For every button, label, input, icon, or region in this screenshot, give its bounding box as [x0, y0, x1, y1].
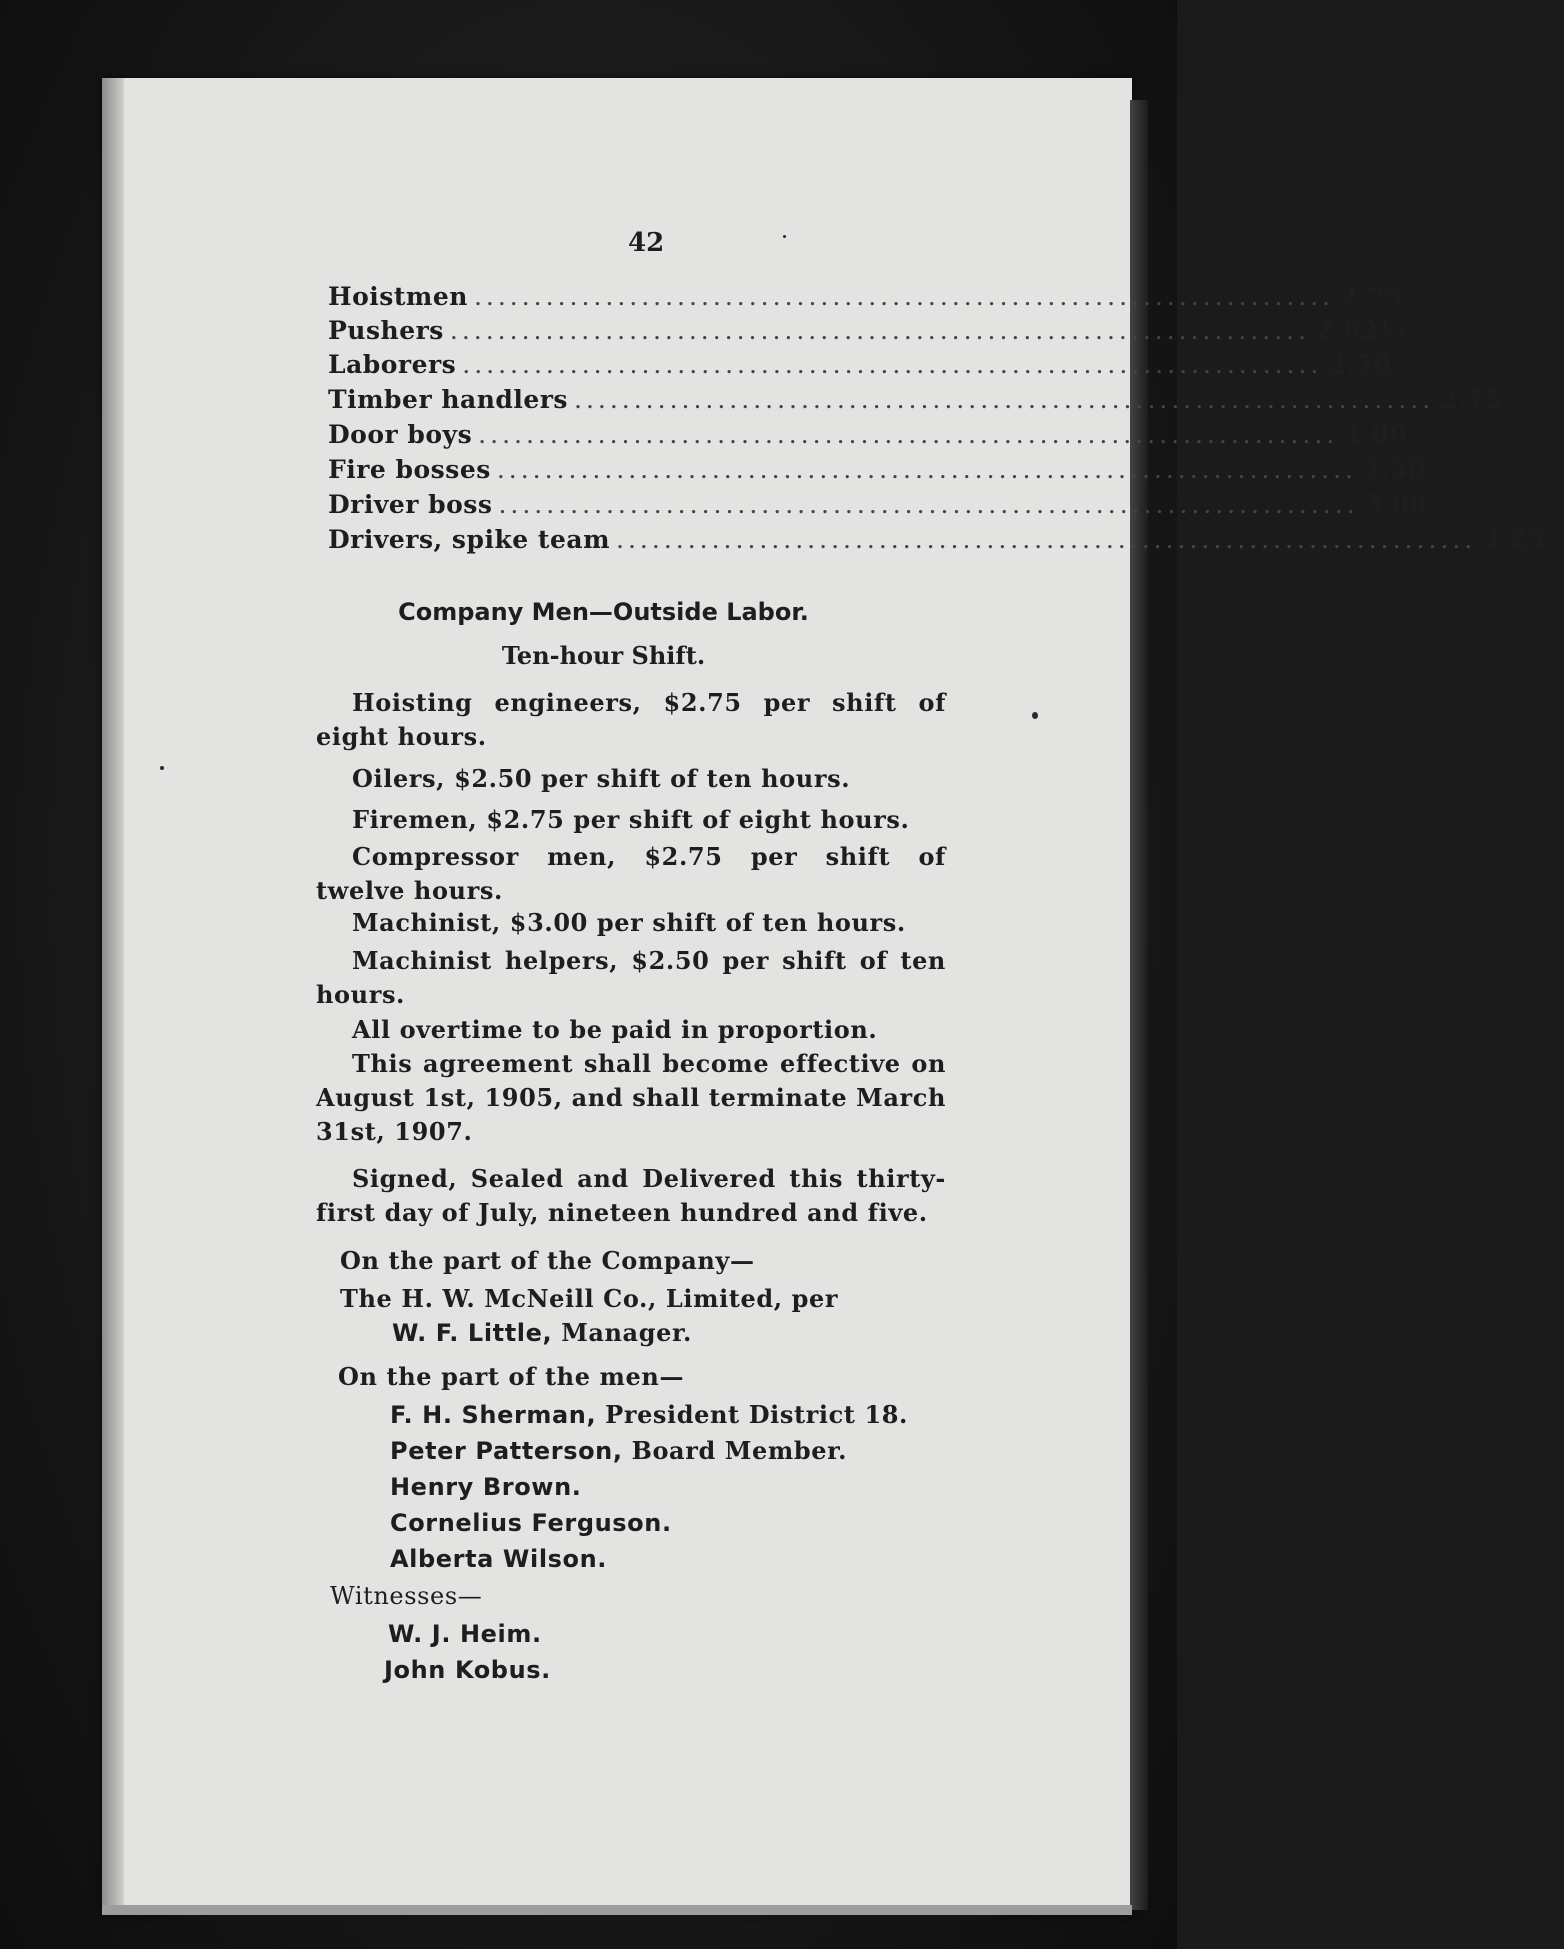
rate-label: Door boys — [328, 420, 473, 449]
paragraph-text: Machinist helpers, $2.50 per shift of ten hours. — [316, 946, 946, 1009]
rate-value: 3.00 — [1364, 490, 1428, 519]
paragraph-machinist-helpers — [316, 944, 946, 1012]
signer-name: Henry Brown. — [390, 1473, 582, 1501]
rate-row-timber-handlers — [328, 385, 1504, 419]
dust-speck — [1032, 712, 1038, 719]
paragraph-hoisting-engineers — [316, 686, 946, 754]
paragraph-text: Signed, Sealed and Delivered this thirty-first day of July, nineteen hundred and five. — [316, 1164, 946, 1227]
rate-label: Laborers — [328, 350, 457, 379]
rate-row-fire-bosses — [328, 455, 1426, 489]
rate-value: 3.50 — [1362, 455, 1426, 484]
leader-dots: ........................................................................ — [478, 420, 1339, 449]
rate-label: Timber handlers — [328, 385, 568, 414]
leader-dots: ........................................................................ — [449, 316, 1311, 345]
paragraph-firemen — [316, 803, 946, 837]
rate-value: 2.50 — [1328, 350, 1392, 379]
company-signer — [392, 1318, 692, 1347]
rate-row-hoistmen — [328, 282, 1404, 316]
leader-dots: ........................................................................ — [473, 282, 1335, 311]
paragraph-text: Hoisting engineers, $2.75 per shift of eight hours. — [316, 688, 946, 751]
rate-label: Pushers — [328, 316, 444, 345]
rate-label: Driver boss — [328, 490, 493, 519]
rate-value: 2.75 — [1440, 385, 1504, 414]
witness-name: John Kobus. — [384, 1656, 551, 1684]
paragraph-oilers — [316, 762, 946, 796]
men-intro: On the part of the men— — [338, 1362, 685, 1391]
section-heading: Company Men—Outside Labor. — [398, 598, 809, 626]
leader-dots: ........................................................................ — [462, 350, 1323, 379]
rate-row-drivers-spike-team — [328, 525, 1546, 559]
paragraph-text: All overtime to be paid in proportion. — [352, 1015, 878, 1044]
signer-name: Cornelius Ferguson. — [390, 1509, 672, 1537]
paragraph-overtime — [316, 1013, 946, 1047]
company-firm: The H. W. McNeill Co., Limited, per — [340, 1284, 839, 1313]
page-binding-shadow — [102, 78, 124, 1913]
rate-label: Hoistmen — [328, 282, 468, 311]
signer-name: Peter Patterson, — [390, 1437, 623, 1465]
men-signer — [390, 1472, 581, 1501]
paragraph-signed-sealed — [316, 1162, 946, 1230]
paragraph-text: Firemen, $2.75 per shift of eight hours. — [352, 805, 910, 834]
signer-name: W. F. Little, — [392, 1319, 553, 1347]
paragraph-text: Machinist, $3.00 per shift of ten hours. — [352, 908, 906, 937]
signer-title: Board Member. — [631, 1436, 848, 1465]
paragraph-text: Oilers, $2.50 per shift of ten hours. — [352, 764, 851, 793]
signer-name: Alberta Wilson. — [390, 1545, 608, 1573]
leader-dots: ........................................................................ — [574, 385, 1435, 414]
witness-name: W. J. Heim. — [388, 1620, 542, 1648]
rate-label: Drivers, spike team — [328, 525, 611, 554]
paragraph-text: Compressor men, $2.75 per shift of twelve hours. — [316, 842, 946, 905]
signer-title: President District 18. — [605, 1400, 909, 1429]
rate-row-door-boys — [328, 420, 1408, 454]
rate-value: 3.25 — [1482, 525, 1546, 554]
witnesses-intro: Witnesses— — [330, 1582, 483, 1610]
page-bottom-edge — [102, 1905, 1132, 1915]
leader-dots: ........................................................................ — [496, 455, 1357, 484]
rate-label: Fire bosses — [328, 455, 491, 484]
paragraph-compressor-men — [316, 840, 946, 908]
men-signer — [390, 1400, 908, 1429]
rate-value: 1.00 — [1344, 420, 1408, 449]
signer-name: F. H. Sherman, — [390, 1401, 597, 1429]
signer-title: Manager. — [561, 1318, 692, 1347]
leader-dots: ........................................................................ — [498, 490, 1359, 519]
rate-row-driver-boss — [328, 490, 1428, 524]
leader-dots: ........................................................................ — [616, 525, 1477, 554]
paragraph-machinist — [316, 906, 946, 940]
rate-row-laborers — [328, 350, 1392, 384]
page-number: 42 — [628, 228, 665, 258]
paragraph-agreement-dates — [316, 1047, 946, 1149]
dust-speck — [783, 235, 786, 238]
rate-value: 2.75 — [1340, 282, 1404, 311]
rate-row-pushers — [328, 316, 1406, 350]
men-signer — [390, 1508, 672, 1537]
rate-value: 2.62½ — [1316, 316, 1406, 345]
dust-speck — [160, 766, 164, 770]
paragraph-text: This agreement shall become effective on August 1st, 1905, and shall terminate March 31st, 1907. — [316, 1049, 946, 1146]
men-signer — [390, 1544, 607, 1573]
sub-heading: Ten-hour Shift. — [501, 641, 706, 670]
men-signer — [390, 1436, 847, 1465]
company-intro: On the part of the Company— — [340, 1246, 755, 1275]
